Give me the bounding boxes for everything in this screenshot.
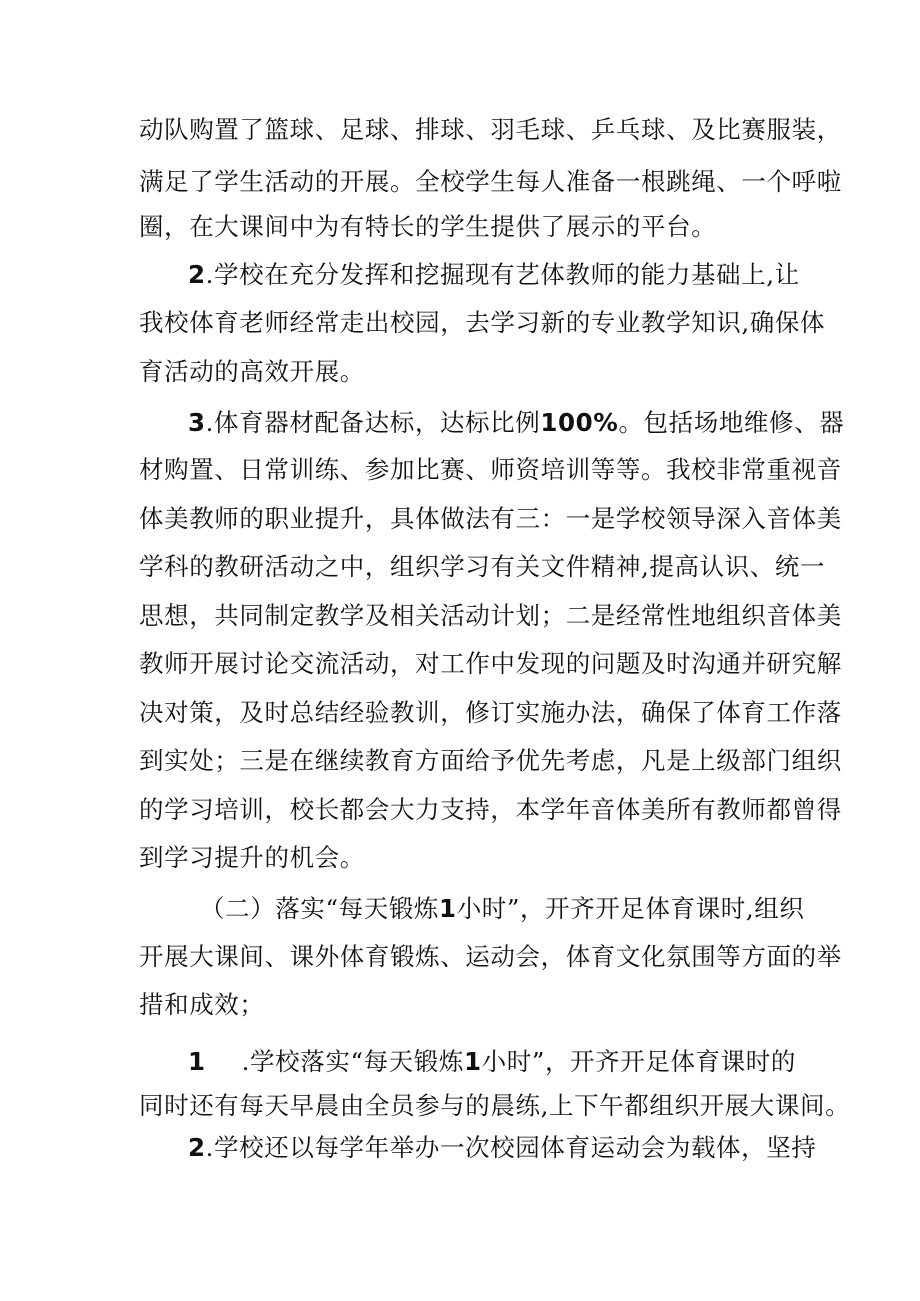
text-line: 思想，共同制定教学及相关活动计划；二是经常性地组织音体美	[139, 601, 842, 630]
text-span: .学校落实“每天锻炼	[241, 1047, 464, 1076]
text-line: 开展大课间、课外体育锻炼、运动会，体育文化氛围等方面的举	[139, 942, 842, 971]
text-span: 小时”，开齐开足体育课时的	[481, 1047, 796, 1076]
item-number: 1	[188, 1047, 206, 1076]
text-line: 同时还有每天早晨由全员参与的晨练,上下午都组织开展大课间。	[139, 1091, 851, 1120]
section-heading-line	[200, 889, 805, 929]
text-line: 育活动的高效开展。	[139, 357, 365, 386]
percentage-value: 100%	[540, 408, 619, 437]
text-line: 决对策，及时总结经验教训，修订实施办法，确保了体育工作落	[139, 698, 842, 727]
text-line: 满足了学生活动的开展。全校学生每人准备一根跳绳、一个呼啦	[139, 167, 842, 196]
text-span: .学校还以每学年举办一次校园体育运动会为载体，坚持	[205, 1133, 817, 1162]
text-line: 我校体育老师经常走出校园，去学习新的专业教学知识,确保体	[139, 308, 826, 337]
text-line: 教师开展讨论交流活动，对工作中发现的问题及时沟通并研究解	[139, 649, 842, 678]
text-span: （二）落实“每天锻炼	[200, 894, 440, 923]
text-line: 的学习培训，校长都会大力支持，本学年音体美所有教师都曾得	[139, 795, 842, 824]
paragraph-5-first-line	[188, 1128, 816, 1168]
text-span: .学校在充分发挥和挖掘现有艺体教师的能力基础上,让	[205, 260, 800, 289]
item-number: 1	[439, 894, 457, 923]
paragraph-3-first-line	[188, 403, 844, 443]
item-number: 3	[188, 408, 206, 437]
item-number: 2	[188, 1133, 206, 1162]
text-line: 学科的教研活动之中，组织学习有关文件精神,提高认识、统一	[139, 552, 826, 581]
text-line: 到实处；三是在继续教育方面给予优先考虑，凡是上级部门组织	[139, 746, 842, 775]
text-line: 材购置、日常训练、参加比赛、师资培训等等。我校非常重视音	[139, 455, 842, 484]
text-line: 体美教师的职业提升，具体做法有三：一是学校领导深入音体美	[139, 504, 842, 533]
text-span: 小时”，开齐开足体育课时,组织	[456, 894, 805, 923]
item-number: 1	[463, 1047, 482, 1076]
text-line: 措和成效；	[139, 990, 265, 1019]
text-span: .体育器材配备达标，达标比例	[205, 408, 541, 437]
item-number: 2	[188, 260, 206, 289]
paragraph-2-first-line	[188, 255, 800, 295]
text-line: 圈，在大课间中为有特长的学生提供了展示的平台。	[139, 212, 717, 241]
text-line: 到学习提升的机会。	[139, 843, 365, 872]
text-line: 动队购置了篮球、足球、排球、羽毛球、乒乓球、及比赛服装，	[139, 115, 842, 144]
text-span: 。包括场地维修、器	[618, 408, 845, 437]
paragraph-4-first-line	[188, 1042, 796, 1082]
